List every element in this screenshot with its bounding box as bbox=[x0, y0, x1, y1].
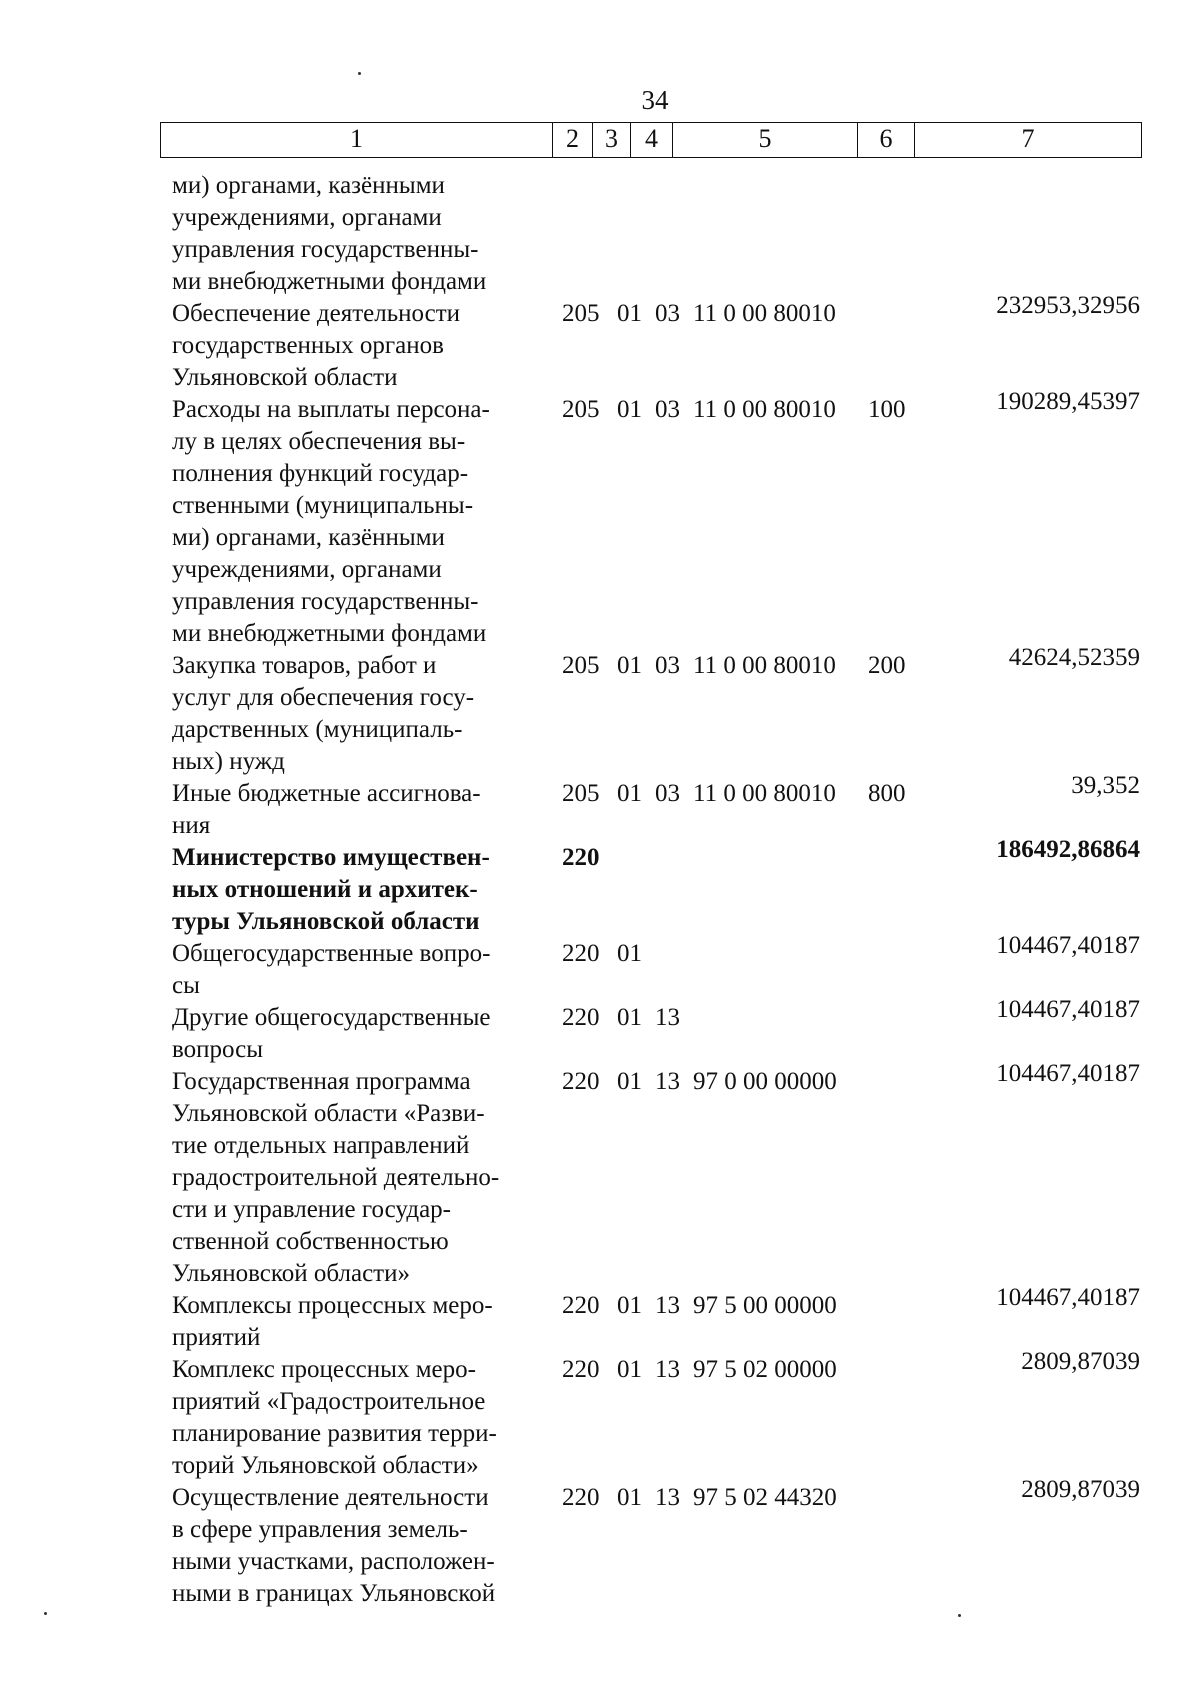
description-line: услуг для обеспечения госу- bbox=[172, 684, 475, 711]
target-article-code bbox=[693, 842, 868, 874]
description-line: ми) органами, казёнными bbox=[172, 172, 445, 199]
description-line: торий Ульяновской области» bbox=[172, 1452, 479, 1479]
row-codes bbox=[562, 1002, 928, 1034]
column-header-4: 4 bbox=[631, 123, 673, 157]
row-description bbox=[172, 1354, 550, 1482]
description-line: сы bbox=[172, 972, 200, 999]
section-code: 01 bbox=[617, 940, 642, 967]
row-amount: 42624,52359 bbox=[1008, 644, 1140, 671]
description-line: Ульяновской области bbox=[172, 364, 398, 391]
section-code: 01 bbox=[617, 1292, 642, 1319]
expense-type-code: 200 bbox=[868, 652, 906, 679]
description-line: ными участками, расположен- bbox=[172, 1548, 495, 1575]
description-line: учреждениями, органами bbox=[172, 204, 442, 231]
row-amount: 186492,86864 bbox=[996, 836, 1140, 863]
scan-speck bbox=[358, 72, 361, 75]
table-row bbox=[172, 932, 1140, 1002]
expense-type-code bbox=[868, 1482, 928, 1514]
row-amount: 2809,87039 bbox=[1021, 1476, 1140, 1503]
row-description bbox=[172, 298, 550, 394]
section-code: 01 bbox=[617, 1484, 642, 1511]
row-codes bbox=[562, 938, 928, 970]
row-codes bbox=[562, 1290, 928, 1322]
scan-speck bbox=[44, 1612, 47, 1615]
description-line: ственными (муниципальны- bbox=[172, 492, 474, 519]
row-amount: 39,352 bbox=[1071, 772, 1140, 799]
subsection-code: 03 bbox=[655, 652, 680, 679]
target-article-code: 97 0 00 00000 bbox=[693, 1068, 837, 1095]
description-line: в сфере управления земель- bbox=[172, 1516, 468, 1543]
target-article-code: 11 0 00 80010 bbox=[693, 300, 836, 327]
target-article-code: 11 0 00 80010 bbox=[693, 396, 836, 423]
description-line: ми) органами, казёнными bbox=[172, 524, 445, 551]
section-code: 01 bbox=[617, 780, 642, 807]
admin-code: 205 bbox=[562, 396, 600, 423]
column-header-1: 1 bbox=[161, 123, 553, 157]
description-line: Государственная программа bbox=[172, 1068, 471, 1095]
subsection-code: 03 bbox=[655, 300, 680, 327]
description-line: ния bbox=[172, 812, 211, 839]
row-amount: 104467,40187 bbox=[996, 996, 1140, 1023]
description-line: Обеспечение деятельности bbox=[172, 300, 461, 327]
admin-code: 220 bbox=[562, 1292, 600, 1319]
expense-type-code bbox=[868, 842, 928, 874]
table-row bbox=[172, 292, 1140, 394]
row-amount: 104467,40187 bbox=[996, 1060, 1140, 1087]
table-row bbox=[172, 1060, 1140, 1290]
subsection-code bbox=[655, 842, 693, 874]
description-line: ственной собственностью bbox=[172, 1228, 449, 1255]
expense-type-code bbox=[868, 1290, 928, 1322]
row-codes bbox=[562, 1354, 928, 1386]
admin-code: 220 bbox=[562, 1484, 600, 1511]
section-code: 01 bbox=[617, 1356, 642, 1383]
section-code: 01 bbox=[617, 300, 642, 327]
row-description bbox=[172, 1482, 550, 1610]
description-line: дарственных (муниципаль- bbox=[172, 716, 463, 743]
scan-speck bbox=[958, 1614, 961, 1617]
column-header-7: 7 bbox=[1021, 124, 1035, 153]
admin-code: 205 bbox=[562, 780, 600, 807]
expense-type-code bbox=[868, 1354, 928, 1386]
budget-table-body bbox=[172, 170, 1140, 1610]
table-row bbox=[172, 996, 1140, 1066]
row-amount: 190289,45397 bbox=[996, 388, 1140, 415]
row-codes bbox=[562, 394, 928, 426]
table-row bbox=[172, 1348, 1140, 1482]
table-header bbox=[160, 122, 1142, 158]
expense-type-code bbox=[868, 1002, 928, 1034]
description-line: управления государственны- bbox=[172, 588, 479, 615]
description-line: тие отдельных направлений bbox=[172, 1132, 470, 1159]
description-line: Осуществление деятельности bbox=[172, 1484, 489, 1511]
description-line: Закупка товаров, работ и bbox=[172, 652, 437, 679]
row-description bbox=[172, 170, 550, 298]
page-number: 34 bbox=[641, 85, 669, 115]
target-article-code: 97 5 02 44320 bbox=[693, 1484, 837, 1511]
description-line: лу в целях обеспечения вы- bbox=[172, 428, 466, 455]
description-line: вопросы bbox=[172, 1036, 264, 1063]
description-line: ных) нужд bbox=[172, 748, 285, 775]
table-row bbox=[172, 772, 1140, 842]
row-description bbox=[172, 778, 550, 842]
description-line: Ульяновской области» bbox=[172, 1260, 410, 1287]
description-line: управления государственны- bbox=[172, 236, 479, 263]
row-codes bbox=[562, 650, 928, 682]
section-code: 01 bbox=[617, 396, 642, 423]
subsection-code: 13 bbox=[655, 1292, 680, 1319]
description-line: ми внебюджетными фондами bbox=[172, 620, 487, 647]
description-line: планирование развития терри- bbox=[172, 1420, 497, 1447]
description-line: Общегосударственные вопро- bbox=[172, 940, 491, 967]
expense-type-code bbox=[868, 938, 928, 970]
description-line: Комплекс процессных меро- bbox=[172, 1356, 476, 1383]
column-header-2: 2 bbox=[553, 123, 593, 157]
target-article-code: 11 0 00 80010 bbox=[693, 780, 836, 807]
description-line: ных отношений и архитек- bbox=[172, 876, 478, 903]
description-line: сти и управление государ- bbox=[172, 1196, 451, 1223]
row-description bbox=[172, 650, 550, 778]
row-amount: 2809,87039 bbox=[1021, 1348, 1140, 1375]
row-codes bbox=[562, 1482, 928, 1514]
row-description bbox=[172, 938, 550, 1002]
description-line: приятий bbox=[172, 1324, 261, 1351]
expense-type-code bbox=[868, 298, 928, 330]
row-codes bbox=[562, 298, 928, 330]
table-row bbox=[172, 836, 1140, 938]
subsection-code: 13 bbox=[655, 1068, 680, 1095]
row-amount: 104467,40187 bbox=[996, 932, 1140, 959]
expense-type-code: 100 bbox=[868, 396, 906, 423]
description-line: Комплексы процессных меро- bbox=[172, 1292, 493, 1319]
admin-code: 205 bbox=[562, 652, 600, 679]
subsection-code: 03 bbox=[655, 780, 680, 807]
description-line: туры Ульяновской области bbox=[172, 908, 480, 935]
row-codes bbox=[562, 1066, 928, 1098]
description-line: учреждениями, органами bbox=[172, 556, 442, 583]
row-description bbox=[172, 1290, 550, 1354]
section-code: 01 bbox=[617, 1004, 642, 1031]
column-header-5: 5 bbox=[673, 123, 858, 157]
subsection-code: 13 bbox=[655, 1356, 680, 1383]
target-article-code bbox=[693, 938, 868, 970]
column-header-3: 3 bbox=[593, 123, 631, 157]
row-codes bbox=[562, 842, 928, 874]
row-description bbox=[172, 1066, 550, 1290]
row-description bbox=[172, 1002, 550, 1066]
description-line: приятий «Градостроительное bbox=[172, 1388, 486, 1415]
admin-code: 220 bbox=[562, 844, 600, 871]
table-row bbox=[172, 388, 1140, 650]
admin-code: 205 bbox=[562, 300, 600, 327]
section-code bbox=[617, 842, 655, 874]
admin-code: 220 bbox=[562, 1068, 600, 1095]
description-line: полнения функций государ- bbox=[172, 460, 469, 487]
table-row bbox=[172, 644, 1140, 778]
expense-type-code: 800 bbox=[868, 780, 906, 807]
admin-code: 220 bbox=[562, 1004, 600, 1031]
section-code: 01 bbox=[617, 652, 642, 679]
target-article-code: 97 5 02 00000 bbox=[693, 1356, 837, 1383]
target-article-code: 97 5 00 00000 bbox=[693, 1292, 837, 1319]
admin-code: 220 bbox=[562, 940, 600, 967]
description-line: Ульяновской области «Разви- bbox=[172, 1100, 485, 1127]
row-amount: 232953,32956 bbox=[996, 292, 1140, 319]
subsection-code: 13 bbox=[655, 1004, 680, 1031]
row-amount: 104467,40187 bbox=[996, 1284, 1140, 1311]
description-line: Другие общегосударственные bbox=[172, 1004, 491, 1031]
description-line: Расходы на выплаты персона- bbox=[172, 396, 490, 423]
table-row bbox=[172, 1476, 1140, 1610]
description-line: ми внебюджетными фондами bbox=[172, 268, 487, 295]
description-line: ными в границах Ульяновской bbox=[172, 1580, 496, 1607]
expense-type-code bbox=[868, 1066, 928, 1098]
table-row bbox=[172, 1284, 1140, 1354]
subsection-code: 03 bbox=[655, 396, 680, 423]
target-article-code: 11 0 00 80010 bbox=[693, 652, 836, 679]
description-line: Министерство имуществен- bbox=[172, 844, 490, 871]
target-article-code bbox=[693, 1002, 868, 1034]
description-line: Иные бюджетные ассигнова- bbox=[172, 780, 481, 807]
section-code: 01 bbox=[617, 1068, 642, 1095]
row-codes bbox=[562, 778, 928, 810]
row-description bbox=[172, 394, 550, 650]
subsection-code bbox=[655, 938, 693, 970]
row-description bbox=[172, 842, 550, 938]
description-line: градостроительной деятельно- bbox=[172, 1164, 500, 1191]
description-line: государственных органов bbox=[172, 332, 444, 359]
column-header-6: 6 bbox=[858, 123, 915, 157]
table-row bbox=[172, 170, 1132, 298]
admin-code: 220 bbox=[562, 1356, 600, 1383]
subsection-code: 13 bbox=[655, 1484, 680, 1511]
